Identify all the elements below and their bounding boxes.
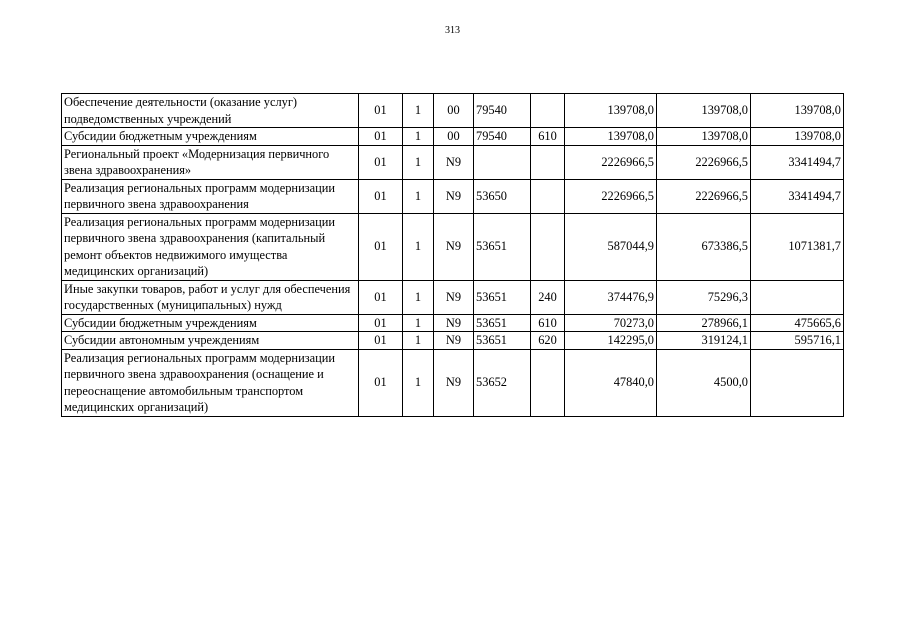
item-name: Субсидии бюджетным учреждениям bbox=[62, 128, 359, 146]
amount-year-1: 70273,0 bbox=[565, 314, 657, 332]
subprogram-code: N9 bbox=[434, 145, 474, 179]
direction-code bbox=[474, 145, 531, 179]
direction-code: 53652 bbox=[474, 349, 531, 416]
amount-year-2: 139708,0 bbox=[657, 128, 751, 146]
amount-year-3 bbox=[751, 349, 844, 416]
amount-year-1: 47840,0 bbox=[565, 349, 657, 416]
expense-type-code: 610 bbox=[531, 128, 565, 146]
section-code: 01 bbox=[359, 128, 403, 146]
program-code: 1 bbox=[403, 179, 434, 213]
amount-year-2: 673386,5 bbox=[657, 213, 751, 280]
program-code: 1 bbox=[403, 128, 434, 146]
amount-year-1: 2226966,5 bbox=[565, 179, 657, 213]
amount-year-1: 374476,9 bbox=[565, 280, 657, 314]
amount-year-1: 139708,0 bbox=[565, 128, 657, 146]
amount-year-3: 3341494,7 bbox=[751, 179, 844, 213]
direction-code: 53651 bbox=[474, 280, 531, 314]
subprogram-code: 00 bbox=[434, 94, 474, 128]
section-code: 01 bbox=[359, 94, 403, 128]
item-name: Реализация региональных программ модернизации первичного звена здравоохранения (оснащение и переоснащение автомобильным транспортом медицинских организаций) bbox=[62, 349, 359, 416]
program-code: 1 bbox=[403, 280, 434, 314]
amount-year-3: 475665,6 bbox=[751, 314, 844, 332]
subprogram-code: N9 bbox=[434, 179, 474, 213]
table-row bbox=[62, 280, 844, 314]
section-code: 01 bbox=[359, 179, 403, 213]
program-code: 1 bbox=[403, 94, 434, 128]
amount-year-2: 278966,1 bbox=[657, 314, 751, 332]
page-number: 313 bbox=[445, 25, 460, 36]
direction-code: 53651 bbox=[474, 213, 531, 280]
section-code: 01 bbox=[359, 280, 403, 314]
table-row bbox=[62, 145, 844, 179]
amount-year-2: 139708,0 bbox=[657, 94, 751, 128]
direction-code: 53650 bbox=[474, 179, 531, 213]
amount-year-1: 139708,0 bbox=[565, 94, 657, 128]
table-row bbox=[62, 94, 844, 128]
table-row bbox=[62, 314, 844, 332]
subprogram-code: N9 bbox=[434, 332, 474, 350]
subprogram-code: N9 bbox=[434, 280, 474, 314]
program-code: 1 bbox=[403, 314, 434, 332]
section-code: 01 bbox=[359, 349, 403, 416]
table-row bbox=[62, 128, 844, 146]
expense-type-code bbox=[531, 349, 565, 416]
direction-code: 79540 bbox=[474, 94, 531, 128]
subprogram-code: N9 bbox=[434, 314, 474, 332]
budget-table bbox=[61, 93, 844, 417]
table-row bbox=[62, 349, 844, 416]
item-name: Реализация региональных программ модернизации первичного звена здравоохранения (капитальный ремонт объектов недвижимого имущества медицинских организаций) bbox=[62, 213, 359, 280]
expense-type-code bbox=[531, 145, 565, 179]
item-name: Обеспечение деятельности (оказание услуг) подведомственных учреждений bbox=[62, 94, 359, 128]
amount-year-2: 4500,0 bbox=[657, 349, 751, 416]
section-code: 01 bbox=[359, 213, 403, 280]
section-code: 01 bbox=[359, 145, 403, 179]
program-code: 1 bbox=[403, 213, 434, 280]
table-body bbox=[62, 94, 844, 417]
expense-type-code bbox=[531, 94, 565, 128]
item-name: Субсидии бюджетным учреждениям bbox=[62, 314, 359, 332]
item-name: Региональный проект «Модернизация первичного звена здравоохранения» bbox=[62, 145, 359, 179]
amount-year-3: 1071381,7 bbox=[751, 213, 844, 280]
item-name: Реализация региональных программ модернизации первичного звена здравоохранения bbox=[62, 179, 359, 213]
expense-type-code: 610 bbox=[531, 314, 565, 332]
amount-year-3: 139708,0 bbox=[751, 94, 844, 128]
amount-year-2: 2226966,5 bbox=[657, 179, 751, 213]
amount-year-1: 587044,9 bbox=[565, 213, 657, 280]
subprogram-code: N9 bbox=[434, 349, 474, 416]
section-code: 01 bbox=[359, 332, 403, 350]
program-code: 1 bbox=[403, 332, 434, 350]
amount-year-3: 595716,1 bbox=[751, 332, 844, 350]
program-code: 1 bbox=[403, 145, 434, 179]
item-name: Иные закупки товаров, работ и услуг для обеспечения государственных (муниципальных) нужд bbox=[62, 280, 359, 314]
amount-year-3: 139708,0 bbox=[751, 128, 844, 146]
section-code: 01 bbox=[359, 314, 403, 332]
amount-year-3 bbox=[751, 280, 844, 314]
direction-code: 79540 bbox=[474, 128, 531, 146]
expense-type-code: 620 bbox=[531, 332, 565, 350]
table-row bbox=[62, 332, 844, 350]
direction-code: 53651 bbox=[474, 314, 531, 332]
amount-year-2: 319124,1 bbox=[657, 332, 751, 350]
expense-type-code bbox=[531, 213, 565, 280]
amount-year-1: 142295,0 bbox=[565, 332, 657, 350]
amount-year-2: 2226966,5 bbox=[657, 145, 751, 179]
program-code: 1 bbox=[403, 349, 434, 416]
amount-year-3: 3341494,7 bbox=[751, 145, 844, 179]
item-name: Субсидии автономным учреждениям bbox=[62, 332, 359, 350]
table-row bbox=[62, 213, 844, 280]
amount-year-2: 75296,3 bbox=[657, 280, 751, 314]
expense-type-code bbox=[531, 179, 565, 213]
table-row bbox=[62, 179, 844, 213]
amount-year-1: 2226966,5 bbox=[565, 145, 657, 179]
subprogram-code: N9 bbox=[434, 213, 474, 280]
expense-type-code: 240 bbox=[531, 280, 565, 314]
direction-code: 53651 bbox=[474, 332, 531, 350]
subprogram-code: 00 bbox=[434, 128, 474, 146]
